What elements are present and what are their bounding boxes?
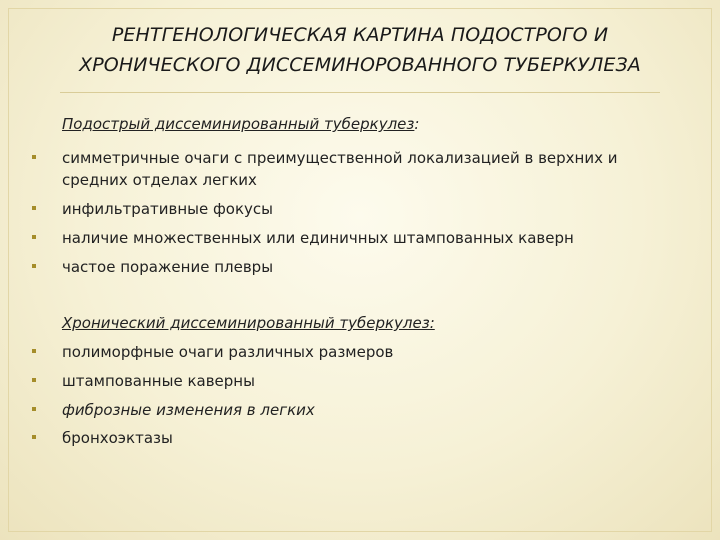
bullet-icon — [32, 378, 36, 382]
list-item-text: штампованные каверны — [62, 372, 255, 390]
list-item-text: наличие множественных или единичных штампованных каверн — [62, 229, 574, 247]
chronic-heading-text: Хронический диссеминированный туберкулез: — [62, 314, 435, 332]
list-item — [20, 227, 680, 249]
title-divider — [60, 92, 660, 93]
bullet-icon — [32, 155, 36, 159]
subacute-heading-colon: : — [414, 115, 420, 133]
bullet-icon — [32, 349, 36, 353]
list-item — [20, 399, 680, 421]
list-item — [20, 256, 680, 278]
list-item-text: бронхоэктазы — [62, 429, 173, 447]
subacute-heading-text: Подострый диссеминированный туберкулез — [62, 115, 415, 133]
page-title — [30, 20, 690, 80]
bullet-icon — [32, 407, 36, 411]
list-item — [20, 341, 680, 363]
list-item — [20, 427, 680, 449]
list-item-text: симметричные очаги с преимущественной локализацией в верхних и средних отделах легких — [62, 149, 618, 189]
title-line-2: ХРОНИЧЕСКОГО ДИССЕМИНОРОВАННОГО ТУБЕРКУЛЕЗА — [79, 54, 641, 76]
list-item-text: полиморфные очаги различных размеров — [62, 343, 394, 361]
bullet-icon — [32, 206, 36, 210]
list-item — [20, 198, 680, 220]
list-item-text: инфильтративные фокусы — [62, 200, 274, 218]
list-item-text: фиброзные изменения в легких — [62, 401, 315, 419]
list-item — [20, 147, 680, 191]
title-line-1: РЕНТГЕНОЛОГИЧЕСКАЯ КАРТИНА ПОДОСТРОГО И — [111, 24, 609, 46]
bullet-icon — [32, 235, 36, 239]
bullet-icon — [32, 264, 36, 268]
subacute-heading — [62, 115, 419, 133]
chronic-heading — [62, 314, 435, 332]
bullet-icon — [32, 435, 36, 439]
list-item — [20, 370, 680, 392]
list-item-text: частое поражение плевры — [62, 258, 274, 276]
